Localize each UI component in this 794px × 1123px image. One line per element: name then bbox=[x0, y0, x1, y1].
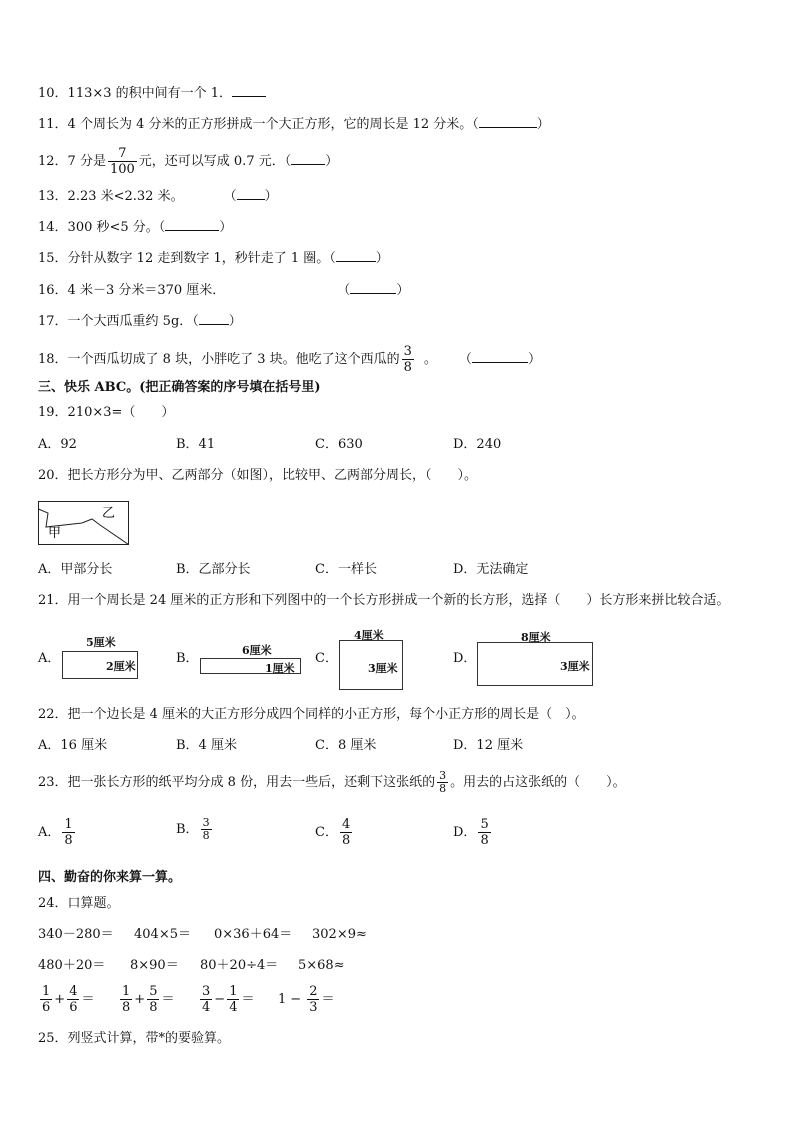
question-14-text: 14．300 秒<5 分。（ bbox=[38, 220, 166, 235]
answer-blank[interactable] bbox=[336, 248, 376, 262]
question-12-post: 元，还可以写成 0.7 元．（ bbox=[138, 154, 292, 169]
open-paren: （ bbox=[337, 283, 351, 298]
mental-math-item: 302×9≈ bbox=[312, 927, 367, 942]
question-14 bbox=[38, 217, 232, 237]
fraction-expression bbox=[198, 984, 254, 1015]
option-letter: B． bbox=[176, 822, 199, 837]
numerator: 3 bbox=[202, 984, 211, 999]
option-b-top-label: 6厘米 bbox=[242, 644, 272, 657]
figure-label-yi: 乙 bbox=[102, 506, 116, 521]
fraction bbox=[67, 984, 79, 1015]
close-paren: ） bbox=[527, 352, 541, 367]
question-20: 20．把长方形分为甲、乙两部分（如图），比较甲、乙两部分周长，（ ）。 bbox=[38, 468, 478, 483]
question-18-pre: 18．一个西瓜切成了 8 块，小胖吃了 3 块。他吃了这个西瓜的 bbox=[38, 352, 400, 367]
option-a[interactable]: A．16 厘米 bbox=[38, 738, 108, 753]
denominator: 8 bbox=[439, 782, 447, 795]
question-13-text: 13．2.23 米<2.32 米。 bbox=[38, 189, 184, 204]
numerator: 5 bbox=[149, 984, 158, 999]
option-a-top-label: 5厘米 bbox=[86, 636, 116, 649]
mental-math-item: 480＋20＝ bbox=[38, 958, 106, 973]
denominator: 8 bbox=[202, 829, 210, 842]
operator: + bbox=[54, 992, 66, 1007]
mental-math-item: 8×90＝ bbox=[130, 958, 179, 973]
option-b[interactable] bbox=[176, 817, 214, 842]
question-15 bbox=[38, 248, 389, 268]
fraction bbox=[478, 817, 490, 848]
answer-blank[interactable] bbox=[479, 114, 537, 128]
option-c-side-label: 3厘米 bbox=[368, 662, 398, 675]
answer-blank[interactable] bbox=[350, 280, 396, 294]
numerator: 3 bbox=[439, 769, 447, 782]
fraction-expression bbox=[278, 984, 334, 1015]
fraction bbox=[402, 344, 414, 375]
question-15-text: 15．分针从数字 12 走到数字 1，秒针走了 1 圈。（ bbox=[38, 251, 336, 266]
equals: ＝ bbox=[81, 992, 95, 1007]
question-23-post: 。用去的占这张纸的（ ）。 bbox=[450, 775, 626, 790]
option-d[interactable]: D．12 厘米 bbox=[453, 738, 524, 753]
option-a[interactable] bbox=[38, 817, 77, 848]
denominator: 6 bbox=[69, 1000, 78, 1015]
option-a-side-label: 2厘米 bbox=[106, 660, 136, 673]
denominator: 3 bbox=[309, 1000, 318, 1015]
question-10 bbox=[38, 83, 266, 103]
numerator: 3 bbox=[202, 816, 210, 829]
question-11 bbox=[38, 114, 550, 134]
option-a[interactable]: A．92 bbox=[38, 437, 77, 452]
numerator: 7 bbox=[108, 146, 137, 162]
open-paren: （ bbox=[458, 352, 472, 367]
numerator: 2 bbox=[309, 984, 318, 999]
mental-math-item: 0×36＋64＝ bbox=[214, 927, 293, 942]
fraction bbox=[227, 984, 239, 1015]
question-11-text: 11．4 个周长为 4 分米的正方形拼成一个大正方形，它的周长是 12 分米。（ bbox=[38, 117, 479, 132]
fraction bbox=[200, 984, 212, 1015]
option-c-top-label: 4厘米 bbox=[354, 629, 384, 642]
question-17 bbox=[38, 311, 242, 331]
close-paren: ） bbox=[264, 189, 278, 204]
option-d[interactable] bbox=[453, 817, 493, 848]
answer-blank[interactable] bbox=[237, 186, 265, 200]
fraction bbox=[147, 984, 159, 1015]
question-18 bbox=[38, 344, 541, 375]
operator: − bbox=[214, 992, 226, 1007]
denominator: 8 bbox=[480, 833, 489, 848]
fraction bbox=[437, 770, 448, 795]
answer-blank[interactable] bbox=[165, 217, 219, 231]
question-16 bbox=[38, 280, 409, 300]
option-letter: A． bbox=[38, 825, 61, 840]
mental-math-item: 404×5＝ bbox=[134, 927, 191, 942]
fraction bbox=[62, 817, 74, 848]
fraction bbox=[120, 984, 132, 1015]
denominator: 8 bbox=[122, 1000, 131, 1015]
answer-blank[interactable] bbox=[232, 83, 266, 97]
answer-blank[interactable] bbox=[472, 349, 528, 363]
equals: ＝ bbox=[161, 992, 175, 1007]
operator: − bbox=[290, 992, 302, 1007]
option-b[interactable]: B．4 厘米 bbox=[176, 738, 237, 753]
option-c[interactable]: C．630 bbox=[315, 437, 363, 452]
denominator: 4 bbox=[202, 1000, 211, 1015]
question-21: 21．用一个周长是 24 厘米的正方形和下列图中的一个长方形拼成一个新的长方形，选择（ ）长方形来拼比较合适。 bbox=[38, 593, 730, 608]
fraction-expression bbox=[118, 984, 174, 1015]
close-paren: ） bbox=[536, 117, 550, 132]
denominator: 8 bbox=[64, 833, 73, 848]
question-24: 24．口算题。 bbox=[38, 896, 120, 911]
numerator: 4 bbox=[69, 984, 78, 999]
option-d[interactable]: D．240 bbox=[453, 437, 502, 452]
mental-math-item: 5×68≈ bbox=[298, 958, 345, 973]
equals: ＝ bbox=[241, 992, 255, 1007]
question-23-pre: 23．把一张长方形的纸平均分成 8 份，用去一些后，还剩下这张纸的 bbox=[38, 775, 436, 790]
numerator: 1 bbox=[122, 984, 131, 999]
close-paren: ） bbox=[219, 220, 233, 235]
fraction bbox=[201, 817, 212, 842]
option-d-side-label: 3厘米 bbox=[560, 660, 590, 673]
close-paren: ） bbox=[396, 283, 410, 298]
rectangle-split-figure bbox=[38, 501, 130, 546]
whole-number: 1 bbox=[278, 992, 287, 1007]
option-c[interactable] bbox=[315, 817, 354, 848]
option-b-letter[interactable]: B． bbox=[176, 651, 199, 666]
question-25: 25．列竖式计算，带*的要验算。 bbox=[38, 1031, 231, 1046]
close-paren: ） bbox=[325, 154, 339, 169]
question-22: 22．把一个边长是 4 厘米的大正方形分成四个同样的小正方形，每个小正方形的周长是（ ）。 bbox=[38, 707, 585, 722]
option-b[interactable]: B．41 bbox=[176, 437, 216, 452]
fraction bbox=[40, 984, 52, 1015]
equals: ＝ bbox=[321, 992, 335, 1007]
answer-blank[interactable] bbox=[291, 151, 325, 165]
close-paren: ） bbox=[375, 251, 389, 266]
option-d-letter[interactable]: D． bbox=[453, 651, 477, 666]
numerator: 1 bbox=[42, 984, 51, 999]
fraction bbox=[340, 817, 352, 848]
option-c[interactable]: C．8 厘米 bbox=[315, 738, 377, 753]
fraction bbox=[307, 984, 319, 1015]
denominator: 6 bbox=[42, 1000, 51, 1015]
fraction bbox=[108, 146, 137, 177]
denominator: 8 bbox=[341, 833, 351, 848]
question-18-post: 。 bbox=[423, 352, 437, 367]
open-paren: （ bbox=[223, 189, 237, 204]
operator: + bbox=[134, 992, 146, 1007]
numerator: 1 bbox=[229, 984, 238, 999]
section-3-title: 三、快乐 ABC。(把正确答案的序号填在括号里) bbox=[38, 380, 321, 395]
section-4-title: 四、勤奋的你来算一算。 bbox=[38, 870, 182, 885]
option-letter: D． bbox=[453, 825, 477, 840]
question-12 bbox=[38, 146, 338, 177]
denominator: 100 bbox=[109, 162, 135, 177]
answer-blank[interactable] bbox=[199, 311, 229, 325]
question-12-pre: 12．7 分是 bbox=[38, 154, 106, 169]
numerator: 3 bbox=[403, 344, 412, 359]
option-b[interactable]: B．乙部分长 bbox=[176, 562, 251, 577]
option-b-side-label: 1厘米 bbox=[265, 662, 295, 675]
option-c-letter[interactable]: C． bbox=[315, 651, 338, 666]
option-a-letter[interactable]: A． bbox=[38, 651, 61, 666]
figure-label-jia: 甲 bbox=[48, 526, 62, 541]
numerator: 5 bbox=[480, 817, 489, 832]
denominator: 4 bbox=[229, 1000, 238, 1015]
mental-math-item: 340－280＝ bbox=[38, 927, 114, 942]
option-letter: C． bbox=[315, 825, 338, 840]
option-d-top-label: 8厘米 bbox=[521, 631, 551, 644]
close-paren: ） bbox=[228, 314, 242, 329]
numerator: 4 bbox=[341, 817, 351, 832]
fraction-expression bbox=[38, 984, 94, 1015]
question-16-text: 16．4 米－3 分米＝370 厘米． bbox=[38, 283, 226, 298]
denominator: 8 bbox=[149, 1000, 158, 1015]
question-13 bbox=[38, 186, 278, 206]
option-a[interactable]: A．甲部分长 bbox=[38, 562, 113, 577]
question-17-text: 17．一个大西瓜重约 5g．（ bbox=[38, 314, 199, 329]
question-19: 19．210×3=（ ） bbox=[38, 405, 175, 420]
question-10-text: 10．113×3 的积中间有一个 1． bbox=[38, 86, 233, 101]
question-23 bbox=[38, 770, 626, 795]
mental-math-item: 80＋20÷4＝ bbox=[200, 958, 279, 973]
option-c[interactable]: C．一样长 bbox=[315, 562, 377, 577]
numerator: 1 bbox=[64, 817, 73, 832]
denominator: 8 bbox=[403, 360, 412, 375]
option-d[interactable]: D．无法确定 bbox=[453, 562, 529, 577]
